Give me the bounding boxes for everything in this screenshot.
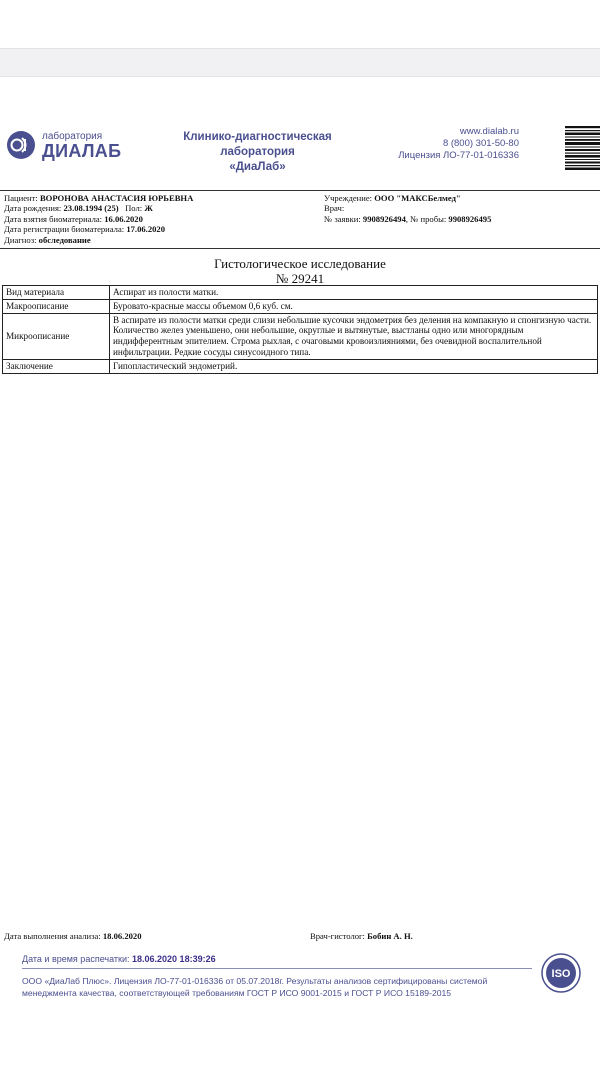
row-key: Вид материала [3, 286, 110, 300]
sample-value: 9908926495 [448, 213, 492, 224]
order-label: № заявки: [324, 213, 361, 224]
dob-label: Дата рождения: [4, 203, 62, 214]
analysis-footer [4, 931, 596, 941]
row-key: Микроописание [3, 313, 110, 359]
print-value: 18.06.2020 18:39:26 [132, 954, 216, 964]
lab-title-line1: Клинико-диагностическая лаборатория [183, 131, 332, 158]
institution-label: Учреждение: [324, 193, 373, 203]
institution-value: ООО "МАКСБелмед" [374, 193, 461, 203]
lab-website: www.dialab.ru [459, 126, 519, 137]
table-row [3, 359, 598, 373]
sex-label: Пол: [125, 203, 143, 214]
lab-phone: 8 (800) 301-50-80 [442, 138, 519, 149]
sex-value: Ж [144, 203, 153, 214]
registered-label: Дата регистрации биоматериала: [4, 224, 125, 235]
patient-block [4, 193, 322, 245]
diagnosis-row [4, 235, 322, 245]
lab-contacts [385, 126, 519, 162]
top-bar [0, 0, 600, 48]
done-date: 18.06.2020 [102, 931, 142, 941]
legal-line2: менеджмента качества, соответствующей требованиям ГОСТ Р ИСО 9001-2015 и ГОСТ Р ИСО 15189-2015 [22, 988, 452, 998]
row-key: Макроописание [3, 299, 110, 313]
legal-text [22, 975, 532, 999]
lab-title-line2: «ДиаЛаб» [229, 161, 286, 173]
taken-value: 16.06.2020 [104, 213, 143, 224]
doctor-row [324, 203, 596, 213]
row-value: Аспират из полости матки. [110, 286, 598, 300]
table-row [3, 313, 598, 359]
patient-name-row [4, 193, 322, 203]
results-table [2, 285, 598, 374]
letterhead [0, 118, 600, 188]
patient-name-label: Пациент: [4, 193, 38, 203]
barcode-icon [565, 126, 600, 172]
diagnosis-label: Диагноз: [4, 234, 37, 245]
top-band [0, 48, 600, 77]
row-key: Заключение [3, 359, 110, 373]
taken-row [4, 214, 322, 224]
logo-caption: лаборатория [42, 131, 103, 142]
report-title-text: Гистологическое исследование [214, 256, 386, 271]
legal-line1: ООО «ДиаЛаб Плюс». Лицензия ЛО-77-01-016336 от 05.07.2018г. Результаты анализов сертифицированы системой [22, 976, 488, 986]
done-label: Дата выполнения анализа: [4, 931, 101, 941]
sample-label: , № пробы: [405, 213, 447, 224]
info-divider [0, 248, 600, 249]
lab-title [150, 130, 365, 175]
patient-name: ВОРОНОВА АНАСТАСИЯ ЮРЬЕВНА [39, 193, 194, 203]
print-label: Дата и время распечатки: [22, 954, 130, 964]
registered-row [4, 224, 322, 234]
dialab-logo-icon [6, 130, 36, 160]
patient-dob-row [4, 203, 322, 213]
histologist-name: Бобин А. Н. [367, 931, 413, 941]
iso-text: ISO [551, 968, 571, 980]
report-number: № 29241 [275, 271, 325, 286]
taken-label: Дата взятия биоматериала: [4, 213, 103, 224]
dob-value: 23.08.1994 (25) [63, 203, 119, 214]
header-divider [0, 190, 600, 191]
footer-divider [22, 968, 532, 969]
logo-wordmark: ДИАЛАБ [42, 141, 122, 161]
report-title [0, 256, 600, 286]
row-value: В аспирате из полости матки среди слизи небольшие кусочки эндометрия без деления на компакную и спонгизную части. Количество желез уменьшено, они небольшие, округлые и вытянутые, выстланы одно или многорядным индифферентным эпителием. Строма рыхлая, с очаговыми кровоизлияниями, без очевидной воспалительной инфильтрации. Редкие сосуды синусоидного типа. [110, 313, 598, 359]
doctor-label: Врач: [324, 203, 345, 214]
institution-row [324, 193, 596, 203]
order-row [324, 214, 596, 224]
lab-license: Лицензия ЛО-77-01-016336 [398, 150, 519, 161]
table-row [3, 299, 598, 313]
order-value: 9908926494 [362, 213, 406, 224]
iso-badge-icon [541, 953, 581, 993]
registered-value: 17.06.2020 [126, 224, 165, 235]
histologist-label: Врач-гистолог: [310, 931, 365, 941]
table-row [3, 286, 598, 300]
row-value: Буровато-красные массы объемом 0,6 куб. см. [110, 299, 598, 313]
histologist-block [310, 931, 413, 941]
row-value: Гипопластический эндометрий. [110, 359, 598, 373]
diagnosis-value: обследование [38, 234, 91, 245]
institution-block [324, 193, 596, 224]
print-timestamp [22, 954, 216, 964]
